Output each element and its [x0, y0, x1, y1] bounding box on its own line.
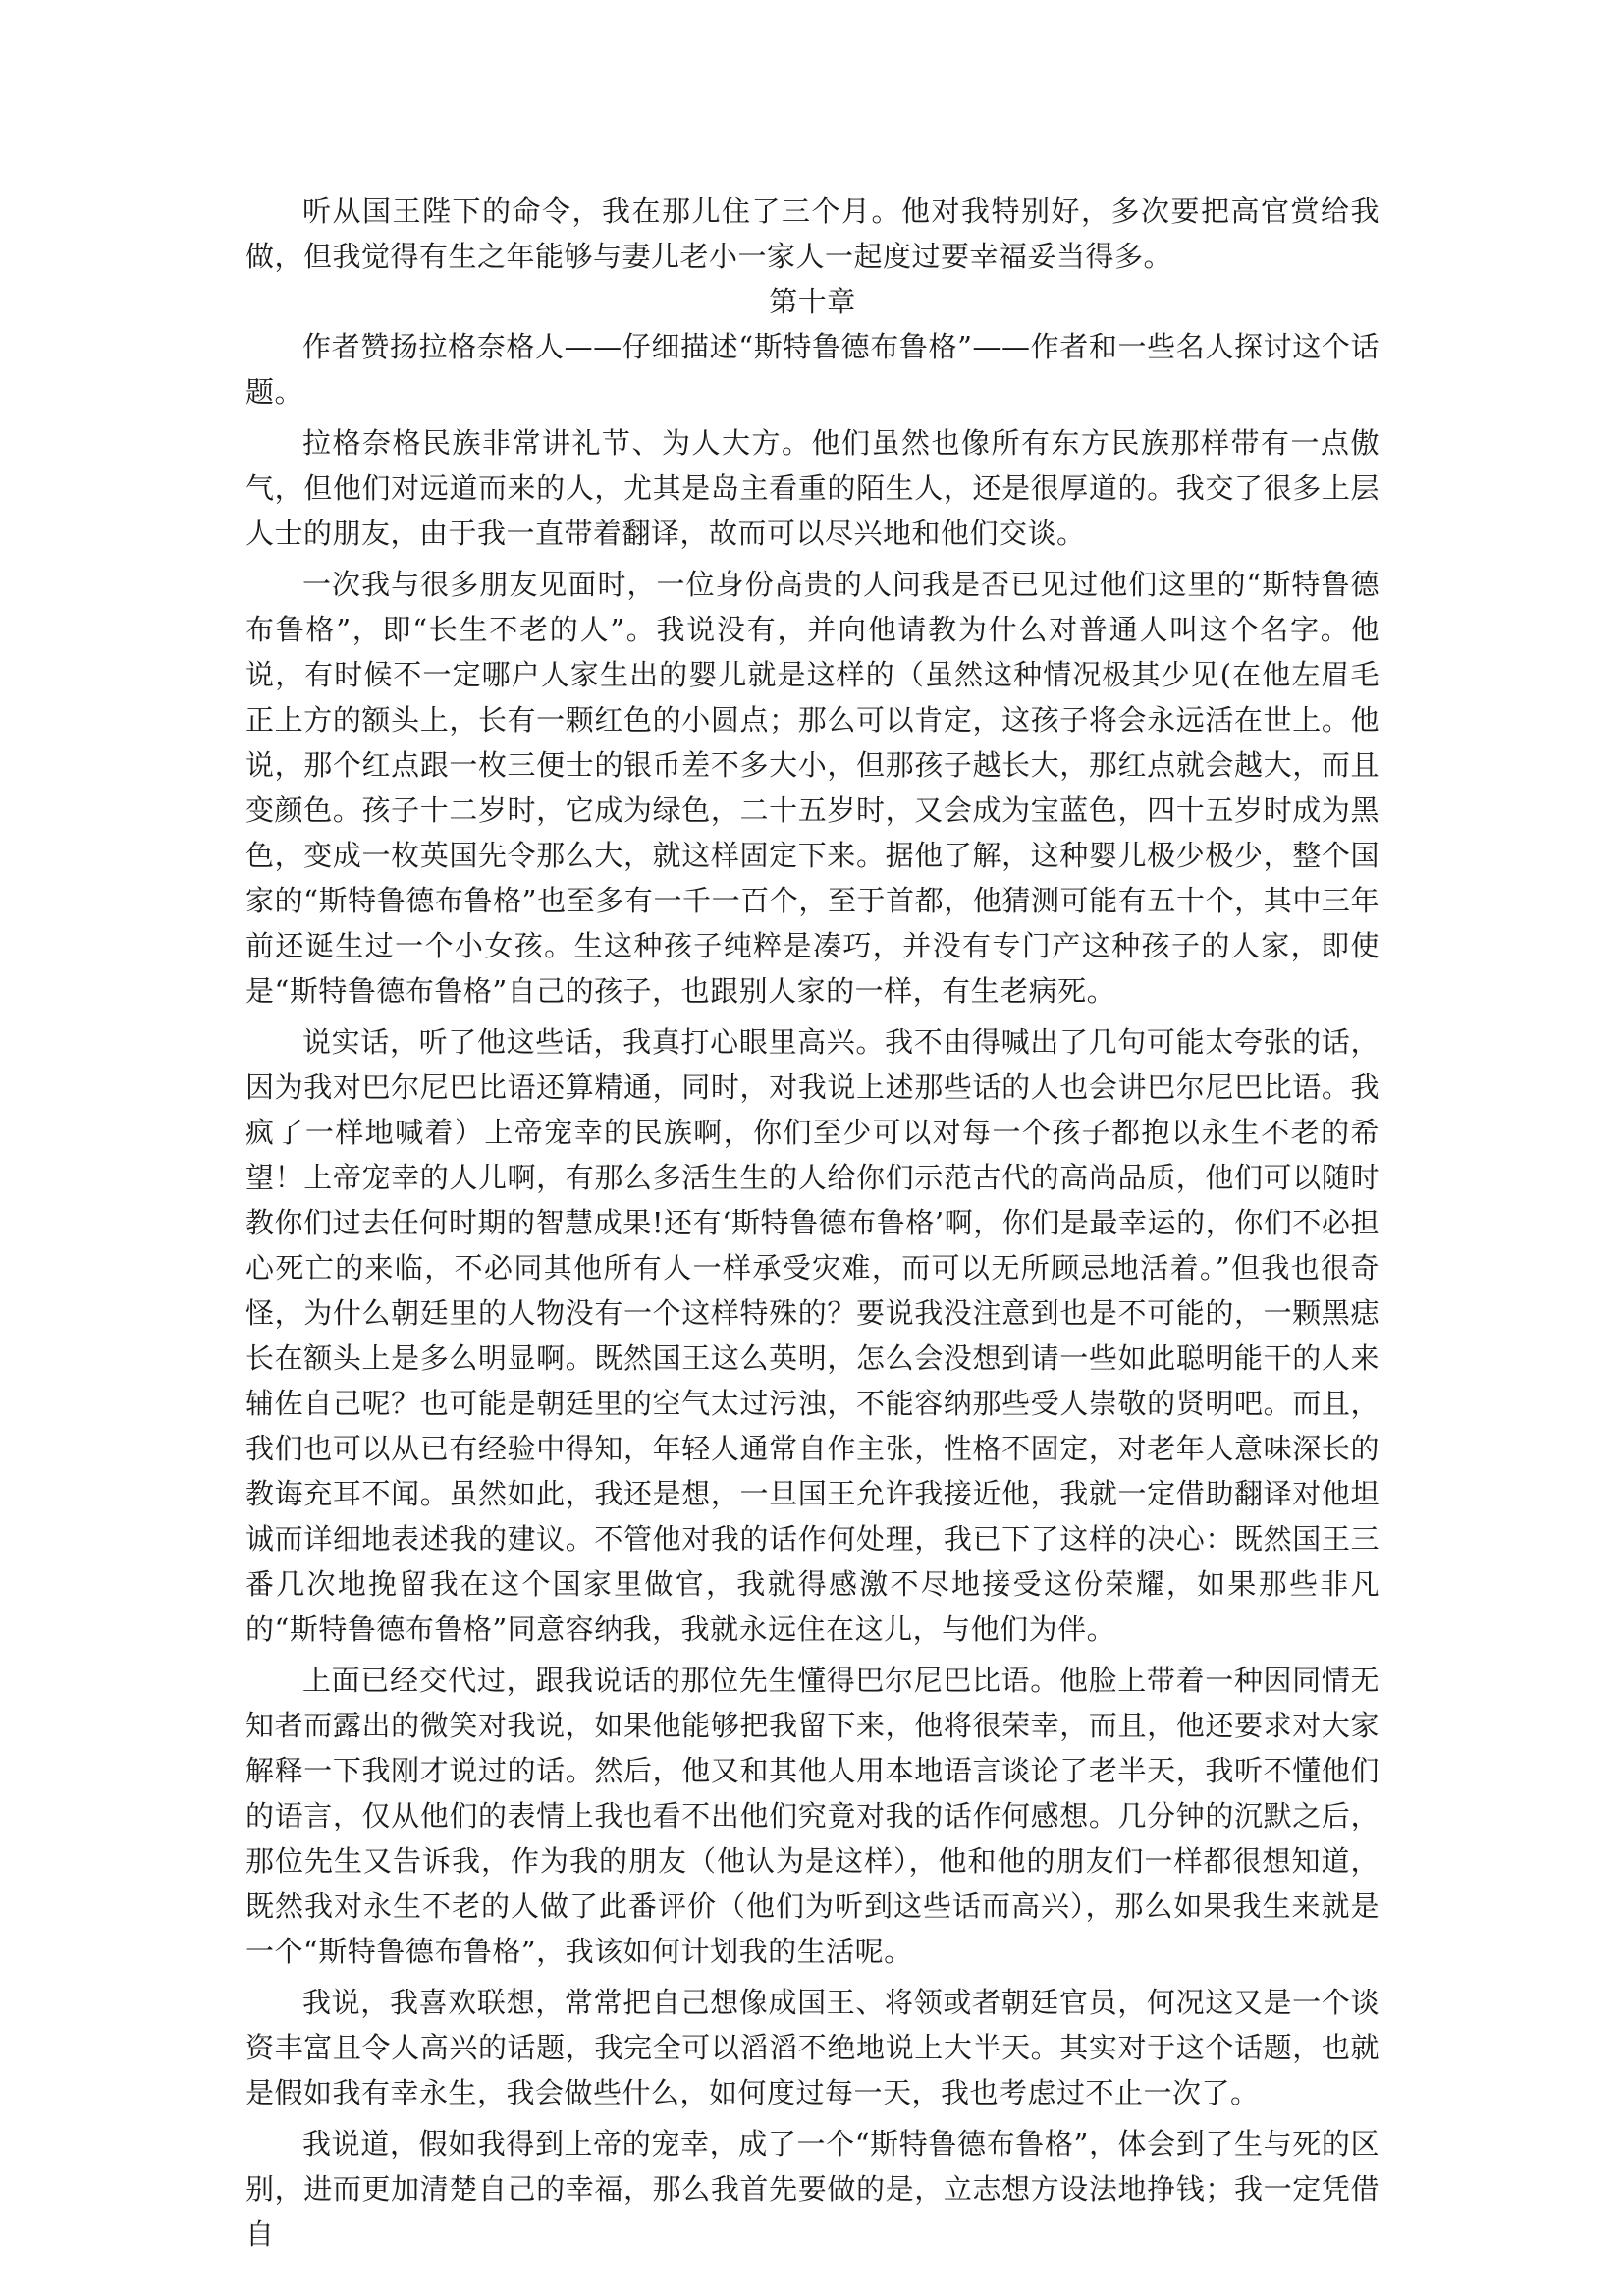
- chapter-summary: 作者赞扬拉格奈格人——仔细描述“斯特鲁德布鲁格”——作者和一些名人探讨这个话题。: [245, 330, 1380, 409]
- paragraph-6: 我说道，假如我得到上帝的宠幸，成了一个“斯特鲁德布鲁格”，体会到了生与死的区别，进而更加清楚自己的幸福，那么我首先要做的是，立志想方设法地挣钱；我一定凭借自: [245, 2127, 1380, 2251]
- paragraph-3: 说实话，听了他这些话，我真打心眼里高兴。我不由得喊出了几句可能太夸张的话，因为我对巴尔尼巴比语还算精通，同时，对我说上述那些话的人也会讲巴尔尼巴比语。我疯了一样地喊着）上帝宠幸的民族啊，你们至少可以对每一个孩子都抱以永生不老的希望！上帝宠幸的人儿啊，有那么多活生生的人给你们示范古代的高尚品质，他们可以随时教你们过去任何时期的智慧成果!还有‘斯特鲁德布鲁格’啊，你们是最幸运的，你们不必担心死亡的来临，不必同其他所有人一样承受灾难，而可以无所顾忌地活着。”但我也很奇怪，为什么朝廷里的人物没有一个这样特殊的？要说我没注意到也是不可能的，一颗黑痣长在额头上是多么明显啊。既然国王这么英明，怎么会没想到请一些如此聪明能干的人来辅佐自己呢？也可能是朝廷里的空气太过污浊，不能容纳那些受人崇敬的贤明吧。而且，我们也可以从已有经验中得知，年轻人通常自作主张，性格不固定，对老年人意味深长的教诲充耳不闻。虽然如此，我还是想，一旦国王允许我接近他，我就一定借助翻译对他坦诚而详细地表述我的建议。不管他对我的话作何处理，我已下了这样的决心：既然国王三番几次地挽留我在这个国家里做官，我就得感激不尽地接受这份荣耀，如果那些非凡的“斯特鲁德布鲁格”同意容纳我，我就永远住在这儿，与他们为伴。: [245, 1025, 1380, 1646]
- document-page: [245, 189, 1380, 2257]
- chapter-title: 第十章: [769, 285, 856, 318]
- paragraph-1: 拉格奈格民族非常讲礼节、为人大方。他们虽然也像所有东方民族那样带有一点傲气，但他们对远道而来的人，尤其是岛主看重的陌生人，还是很厚道的。我交了很多上层人士的朋友，由于我一直带着翻译，故而可以尽兴地和他们交谈。: [245, 426, 1380, 550]
- paragraph-5: 我说，我喜欢联想，常常把自己想像成国王、将领或者朝廷官员，何况这又是一个谈资丰富且令人高兴的话题，我完全可以滔滔不绝地说上大半天。其实对于这个话题，也就是假如我有幸永生，我会做些什么，如何度过每一天，我也考虑过不止一次了。: [245, 1986, 1380, 2109]
- paragraph-4: 上面已经交代过，跟我说话的那位先生懂得巴尔尼巴比语。他脸上带着一种因同情无知者而露出的微笑对我说，如果他能够把我留下来，他将很荣幸，而且，他还要求对大家解释一下我刚才说过的话。然后，他又和其他人用本地语言谈论了老半天，我听不懂他们的语言，仅从他们的表情上我也看不出他们究竟对我的话作何感想。几分钟的沉默之后，那位先生又告诉我，作为我的朋友（他认为是这样），他和他的朋友们一样都很想知道，既然我对永生不老的人做了此番评价（他们为听到这些话而高兴），那么如果我生来就是一个“斯特鲁德布鲁格”，我该如何计划我的生活呢。: [245, 1664, 1380, 1968]
- paragraph-opening: 听从国王陛下的命令，我在那儿住了三个月。他对我特别好，多次要把高官赏给我做，但我觉得有生之年能够与妻儿老小一家人一起度过要幸福妥当得多。: [245, 194, 1380, 273]
- paragraph-2: 一次我与很多朋友见面时，一位身份高贵的人问我是否已见过他们这里的“斯特鲁德布鲁格”，即“长生不老的人”。我说没有，并向他请教为什么对普通人叫这个名字。他说，有时候不一定哪户人家生出的婴儿就是这样的（虽然这种情况极其少见(在他左眉毛正上方的额头上，长有一颗红色的小圆点；那么可以肯定，这孩子将会永远活在世上。他说，那个红点跟一枚三便士的银币差不多大小，但那孩子越长大，那红点就会越大，而且变颜色。孩子十二岁时，它成为绿色，二十五岁时，又会成为宝蓝色，四十五岁时成为黑色，变成一枚英国先令那么大，就这样固定下来。据他了解，这种婴儿极少极少，整个国家的“斯特鲁德布鲁格”也至多有一千一百个，至于首都，他猜测可能有五十个，其中三年前还诞生过一个小女孩。生这种孩子纯粹是凑巧，并没有专门产这种孩子的人家，即使是“斯特鲁德布鲁格”自己的孩子，也跟别人家的一样，有生老病死。: [245, 568, 1380, 1008]
